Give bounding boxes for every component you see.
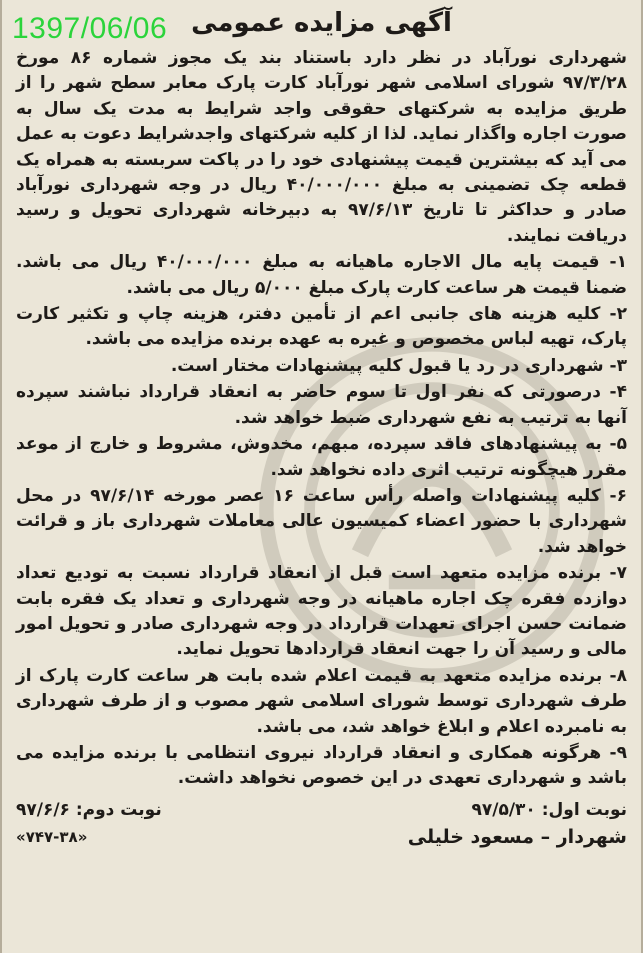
ad-code: «۷۴۷-۳۸» <box>16 827 88 846</box>
condition-item-4: ۴- درصورتی که نفر اول تا سوم حاضر به انعقاد قرارداد نباشند سپرده آنها به ترتیب به نفع شهرداری ضبط خواهد شد. <box>16 382 627 428</box>
intro-paragraph: شهرداری نورآباد در نظر دارد باستناد بند یک مجوز شماره ۸۶ مورخ ۹۷/۳/۲۸ شورای اسلامی شهر نورآباد کارت پارک معابر سطح شهر را از طریق مزایده به شرکتهای حقوقی واجد شرایط به مدت یک سال به صورت اجاره واگذار نماید. لذا از کلیه شرکتهای واجدشرایط دعوت به عمل می آید که بیشترین قیمت پیشنهادی خود را در پاکت سربسته به همراه یک قطعه چک تضمینی به مبلغ ۴۰/۰۰۰/۰۰۰ ریال در وجه شهرداری نورآباد صادر و حداکثر تا تاریخ ۹۷/۶/۱۳ به دبیرخانه شهرداری تحویل و رسید دریافت نمایند. <box>16 48 627 246</box>
announcement-body <box>16 8 627 848</box>
condition-item-9: ۹- هرگونه همکاری و انعقاد قرارداد نیروی انتظامی با برنده مزایده می باشد و شهرداری تعهدی در این خصوص نخواهد داشت. <box>16 742 627 789</box>
condition-item-3: ۳- شهرداری در رد یا قبول کلیه پیشنهادات مختار است. <box>170 355 627 376</box>
mayor-signature: شهردار – مسعود خلیلی <box>407 825 627 848</box>
publication-rounds <box>16 798 627 822</box>
second-round-date: نوبت دوم: ۹۷/۶/۶ <box>16 799 162 820</box>
announcement-title: آگهی مزایده عمومی <box>191 8 452 38</box>
condition-item-7: ۷- برنده مزایده متعهد است قبل از انعقاد قرارداد نسبت به تودیع تعداد دوازده فقره چک اجاره ماهیانه در وجه شهرداری و تعداد یک فقره بابت ضمانت حسن اجرای تعهدات قرارداد در وجه شهرداری صادر و تحویل امور مالی و رسید آن را جهت انعقاد قراردادها تحویل نماید. <box>16 563 627 660</box>
condition-item-1: ۱- قیمت پایه مال الاجاره ماهیانه به مبلغ ۴۰/۰۰۰/۰۰۰ ریال می باشد. ضمنا قیمت هر ساعت کارت پارک مبلغ ۵/۰۰۰ ریال می باشد. <box>16 252 628 298</box>
date-stamp: 1397/06/06 <box>12 12 168 45</box>
first-round-date: نوبت اول: ۹۷/۵/۳۰ <box>471 799 627 820</box>
condition-item-2: ۲- کلیه هزینه های جانبی اعم از تأمین دفتر، هزینه چاپ و تکثیر کارت پارک، تهیه لباس مخصوص و غیره به عهده برنده مزایده می باشد. <box>16 304 627 350</box>
condition-item-5: ۵- به پیشنهادهای فاقد سپرده، مبهم، مخدوش، مشروط و خارج از موعد مقرر هیچگونه ترتیب اثری داده نخواهد شد. <box>16 434 627 480</box>
condition-item-8: ۸- برنده مزایده متعهد به قیمت اعلام شده بابت هر ساعت کارت پارک از طرف شهرداری توسط شورای اسلامی شهر مصوب و از طرف شهرداری به نامبرده اعلام و ابلاغ خواهد شد، می باشد. <box>16 665 627 737</box>
condition-item-6: ۶- کلیه پیشنهادات واصله رأس ساعت ۱۶ عصر مورخه ۹۷/۶/۱۴ در محل شهرداری با حضور اعضاء کمیسیون عالی معاملات شهرداری باز و قرائت خواهد شد. <box>16 485 627 557</box>
signature-row <box>16 826 627 848</box>
